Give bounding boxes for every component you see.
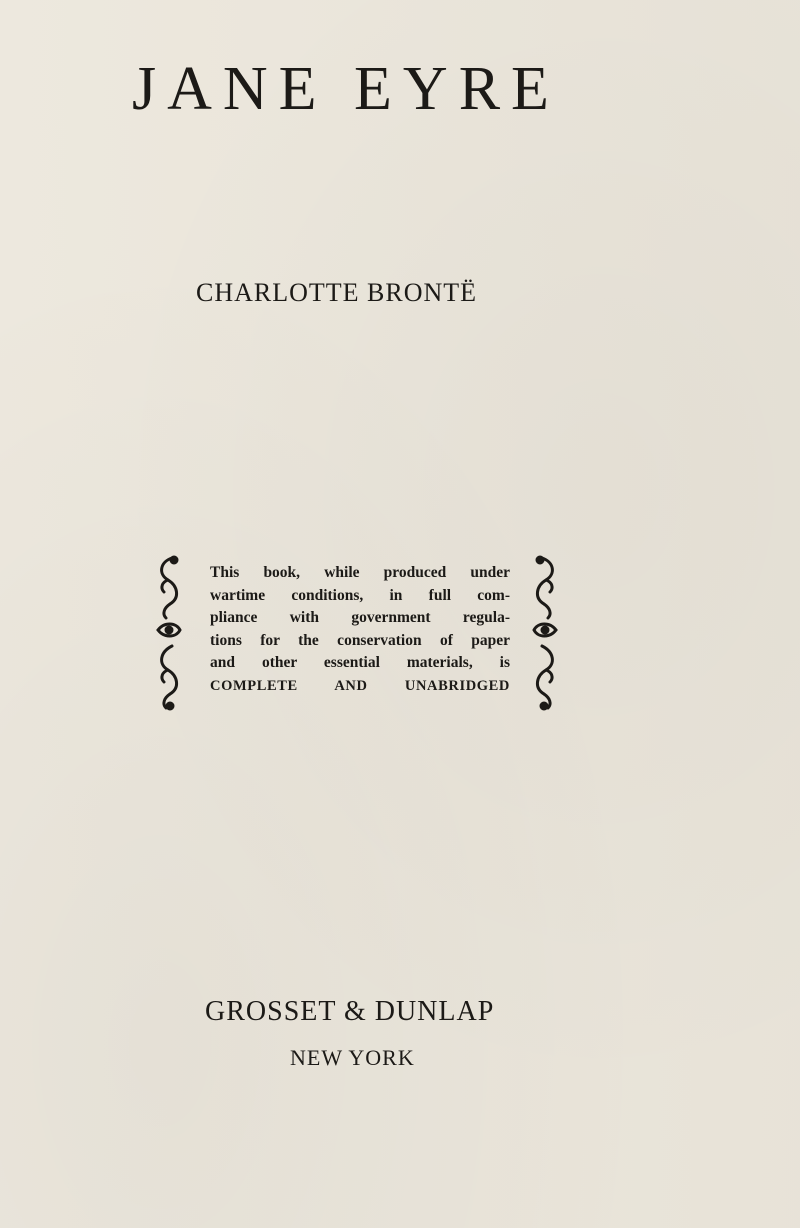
publisher-name: GROSSET & DUNLAP [205,996,495,1027]
notice-line: and other essential materials, is [210,654,510,671]
book-title: JANE EYRE [132,55,560,123]
author-name: CHARLOTTE BRONTË [196,278,478,307]
notice-line: pliance with government regula- [210,609,510,626]
notice-text [210,562,510,697]
wartime-notice [150,548,570,718]
notice-line: tions for the conservation of paper [210,631,510,649]
notice-line: wartime conditions, in full com- [210,586,510,604]
notice-line: This book, while produced under [210,564,510,581]
floral-ornament-left-icon [150,552,194,712]
publisher-city: NEW YORK [290,1045,415,1070]
floral-ornament-right-icon [520,552,564,712]
notice-emphasis: COMPLETE AND UNABRIDGED [210,677,510,694]
